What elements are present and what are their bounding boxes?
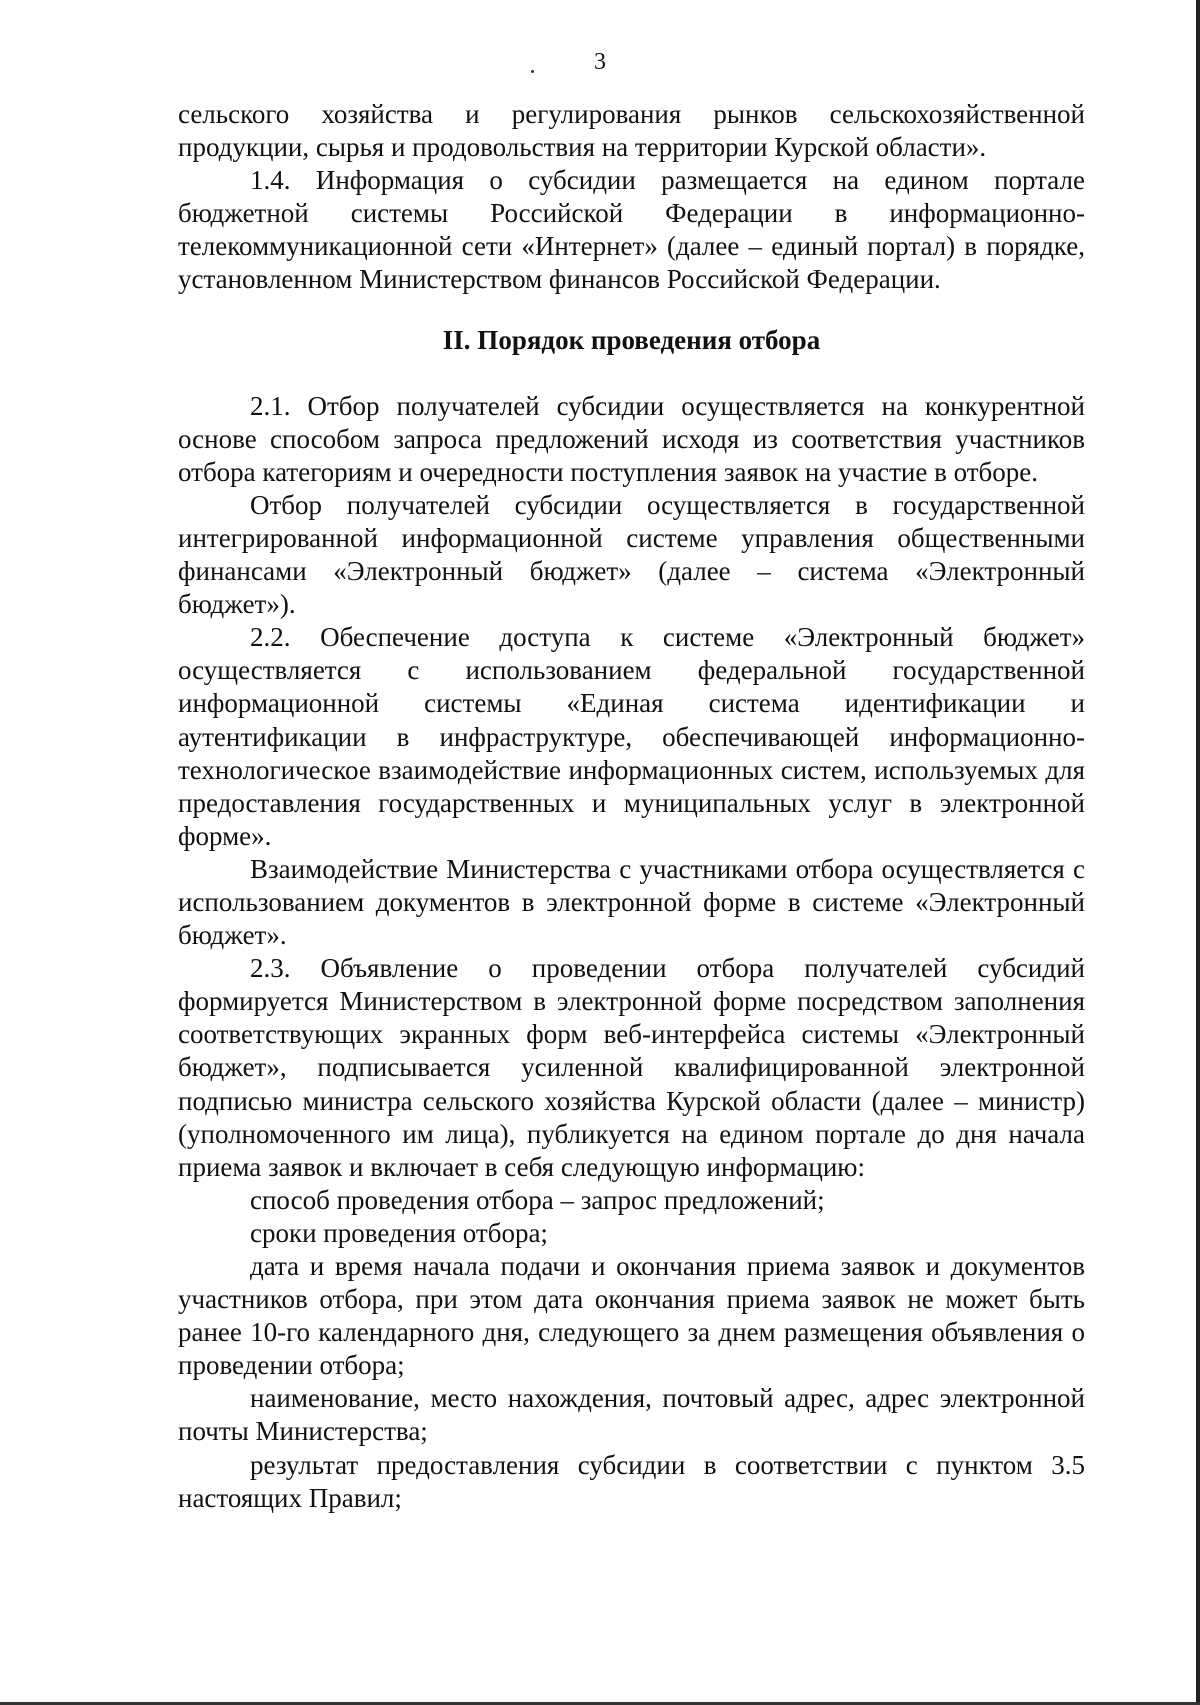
list-item-selection-method: способ проведения отбора – запрос предложений; bbox=[250, 1184, 825, 1215]
paragraph-2-2: 2.2. Обеспечение доступа к системе «Электронный бюджет» осуществляется с использованием федеральной государственной информационной системы «Единая система идентификации и аутентификации в инфраструктуре, обеспечивающей информационно-технологическое взаимодействие информационных систем, используемых для предоставления государственных и муниципальных услуг в электронной форме». bbox=[178, 622, 1085, 851]
list-item-subsidy-result: результат предоставления субсидии в соответствии с пунктом 3.5 настоящих Правил; bbox=[178, 1449, 1085, 1513]
section-heading: II. Порядок проведения отбора bbox=[442, 324, 821, 355]
paragraph-2-3: 2.3. Объявление о проведении отбора получателей субсидий формируется Министерством в электронной форме посредством заполнения соответствующих экранных форм веб-интерфейса системы «Электронный бюджет», подписывается усиленной квалифицированной электронной подписью министра сельского хозяйства Курской области (далее – министр) (уполномоченного им лица), публикуется на едином портале до дня начала приема заявок и включает в себя следующую информацию: bbox=[178, 953, 1085, 1182]
page-number: 3 bbox=[594, 49, 606, 75]
document-body bbox=[178, 98, 1085, 1515]
scan-edge-right bbox=[1196, 0, 1200, 1705]
paragraph-continuation: сельского хозяйства и регулирования рынков сельскохозяйственной продукции, сырья и продовольствия на территории Курской области». bbox=[178, 99, 1085, 163]
paragraph-1-4: 1.4. Информация о субсидии размещается на едином портале бюджетной системы Российской Федерации в информационно-телекоммуникационной сети «Интернет» (далее – единый портал) в порядке, установленном Министерством финансов Российской Федерации. bbox=[178, 165, 1085, 295]
list-item-application-dates: дата и время начала подачи и окончания приема заявок и документов участников отбора, при этом дата окончания приема заявок не может быть ранее 10-го календарного дня, следующего за днем размещения объявления о проведении отбора; bbox=[178, 1251, 1085, 1381]
paragraph-2-1-system: Отбор получателей субсидии осуществляется в государственной интегрированной информационной системе управления общественными финансами «Электронный бюджет» (далее – система «Электронный бюджет»). bbox=[178, 489, 1085, 620]
list-item-ministry-contacts: наименование, место нахождения, почтовый адрес, адрес электронной почты Министерства; bbox=[178, 1383, 1085, 1447]
paragraph-2-1: 2.1. Отбор получателей субсидии осуществляется на конкурентной основе способом запроса предложений исходя из соответствия участников отбора категориям и очередности поступления заявок на участие в отборе. bbox=[178, 390, 1085, 487]
scan-speck bbox=[531, 70, 534, 73]
paragraph-2-2-interaction: Взаимодействие Министерства с участниками отбора осуществляется с использованием документов в электронной форме в системе «Электронный бюджет». bbox=[178, 853, 1085, 951]
list-item-selection-terms: сроки проведения отбора; bbox=[250, 1217, 548, 1248]
